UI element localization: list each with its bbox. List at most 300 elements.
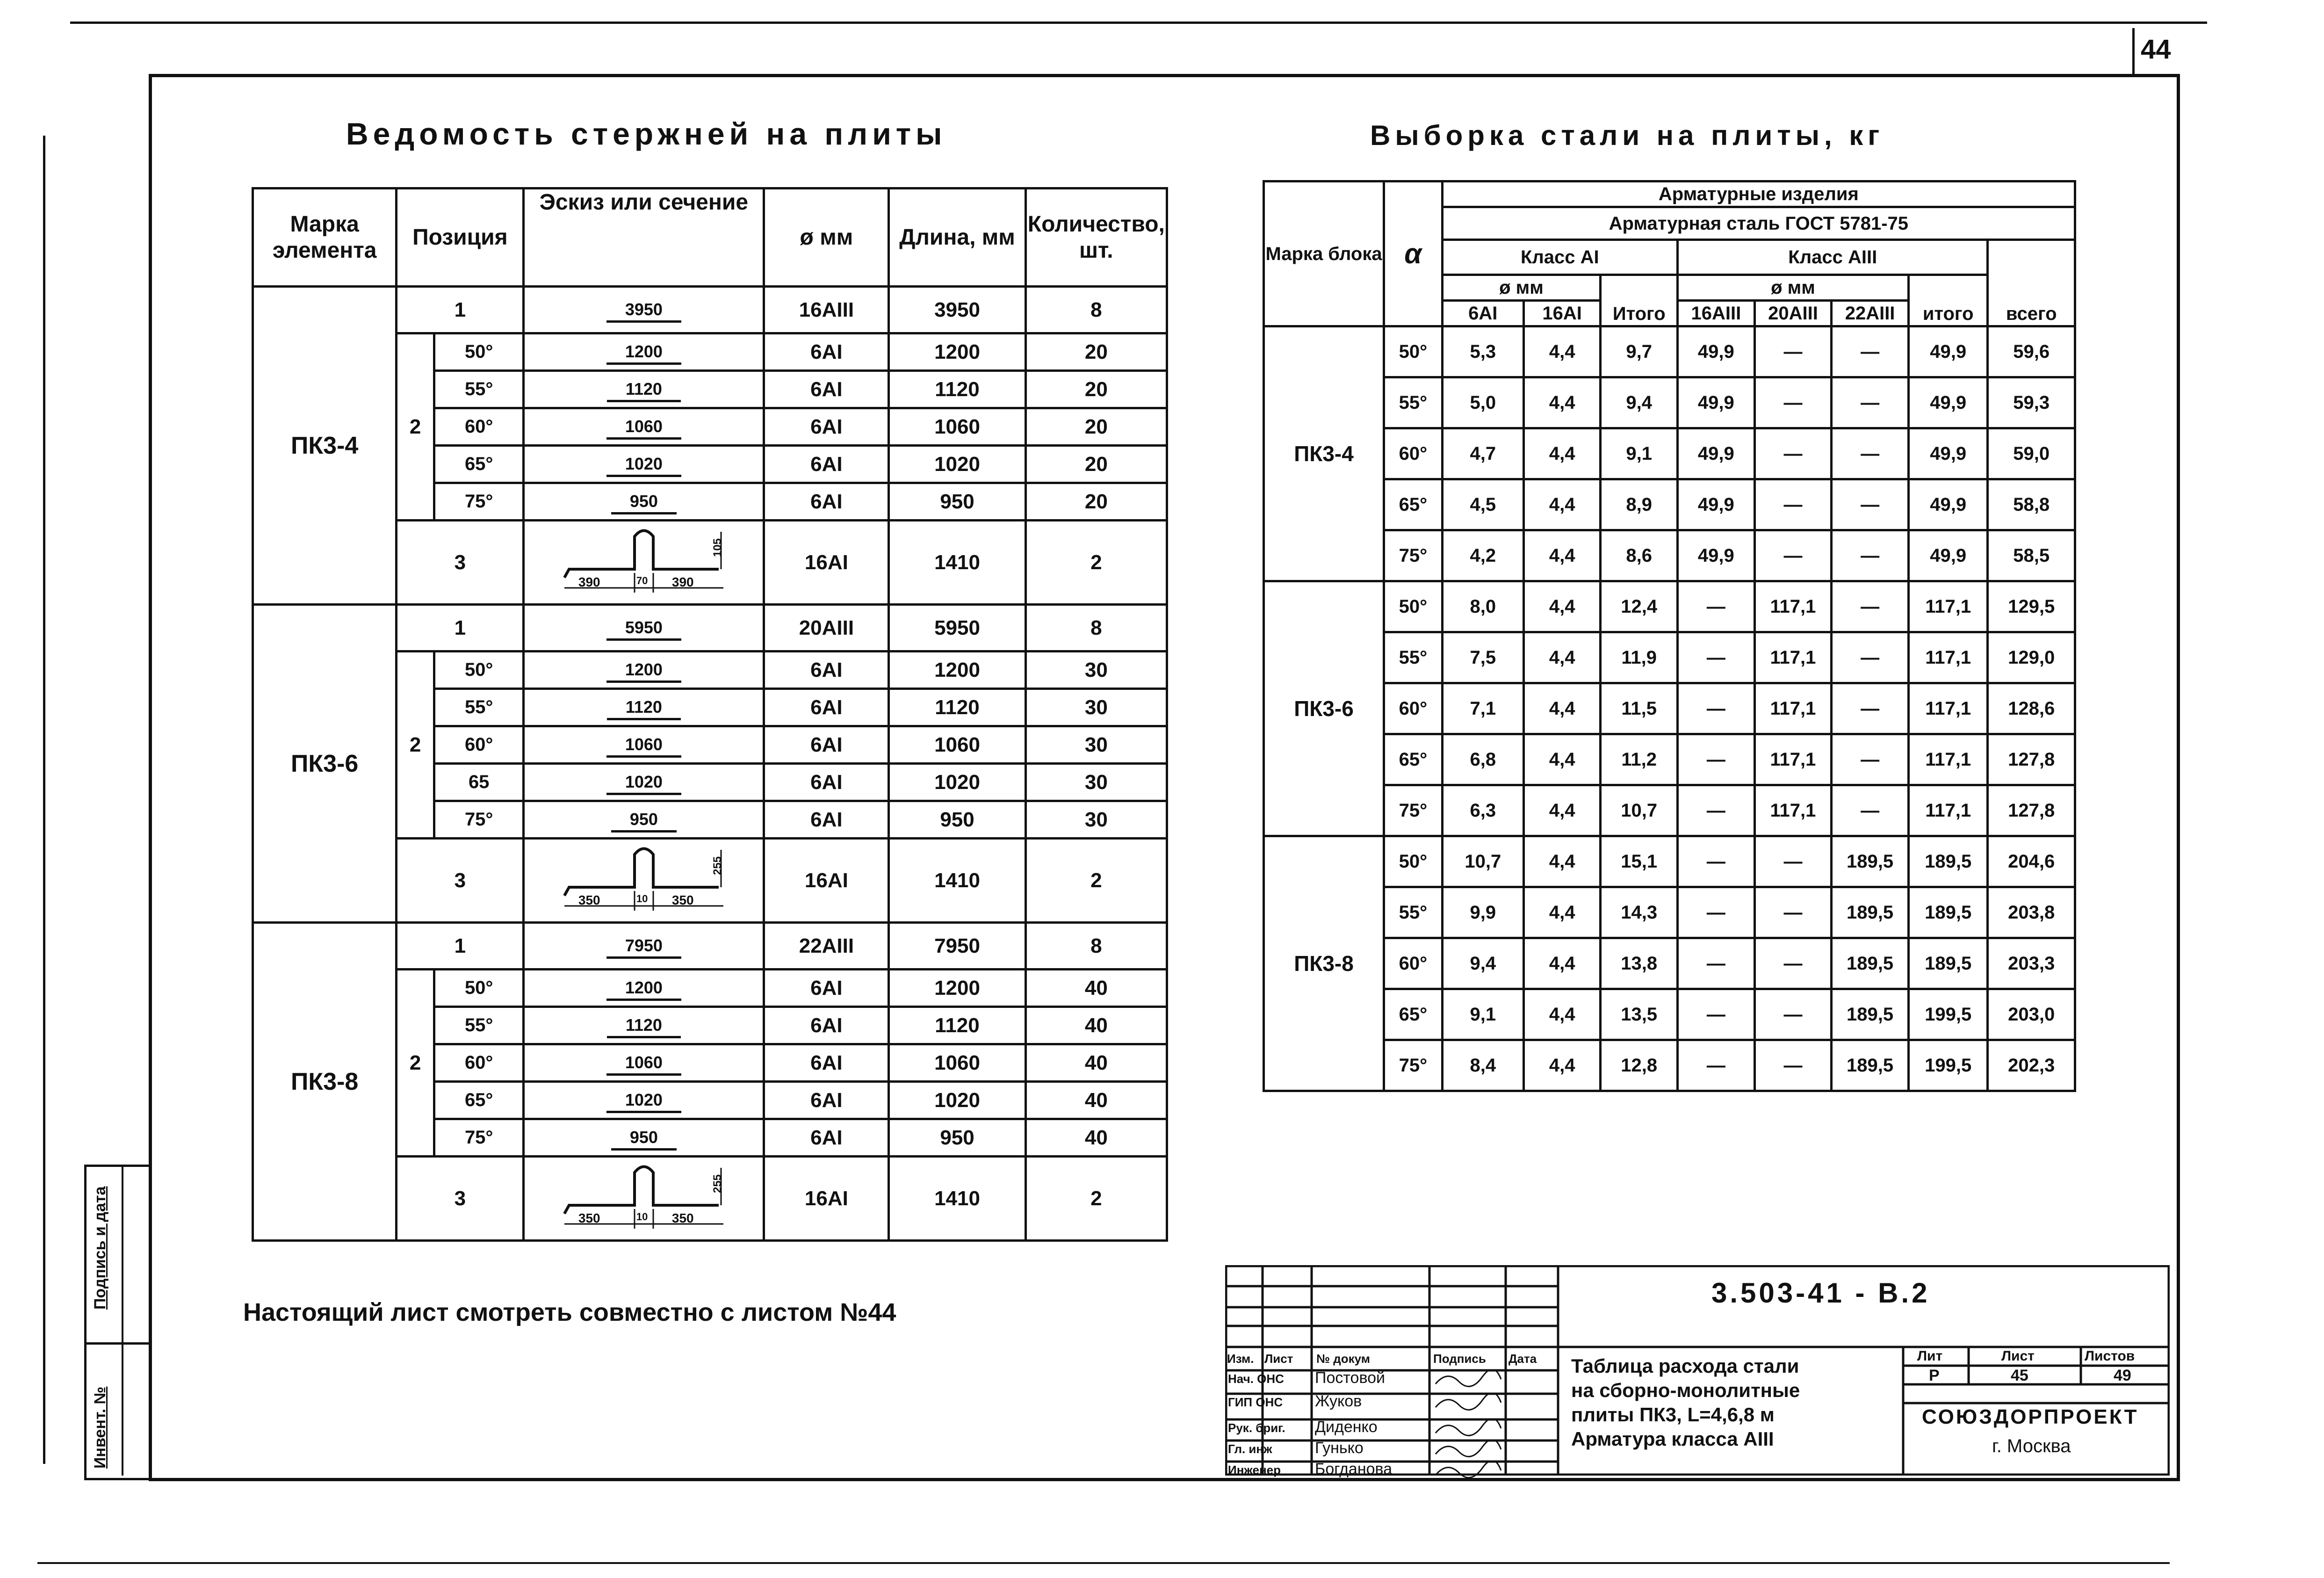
length-cell: 1020 bbox=[889, 446, 1025, 483]
bar-sketch-length: 1020 bbox=[606, 772, 681, 795]
sketch-cell bbox=[524, 726, 764, 764]
header-steel-gost: Арматурная сталь ГОСТ 5781-75 bbox=[1442, 207, 2075, 240]
table-row bbox=[253, 923, 1167, 970]
value-cell: — bbox=[1678, 683, 1755, 734]
col-header-date: Дата bbox=[1508, 1352, 1537, 1366]
sheets-label: Листов bbox=[2085, 1348, 2135, 1364]
list-label: Лист bbox=[2001, 1348, 2035, 1364]
length-cell: 5950 bbox=[889, 605, 1025, 651]
sheet-title-line-3: плиты ПК3, L=4,6,8 м bbox=[1571, 1404, 1775, 1426]
value-cell: 117,1 bbox=[1754, 632, 1832, 683]
count-cell: 30 bbox=[1025, 651, 1167, 689]
signatory-role: Нач. ОНС bbox=[1228, 1372, 1284, 1386]
value-cell: 7,5 bbox=[1442, 632, 1523, 683]
value-cell: 117,1 bbox=[1754, 785, 1832, 836]
value-cell: 12,4 bbox=[1601, 581, 1678, 632]
table-row bbox=[1264, 887, 2075, 938]
count-cell: 20 bbox=[1025, 446, 1167, 483]
bar-sketch-length: 1060 bbox=[606, 417, 681, 440]
header-16a1: 16АI bbox=[1523, 301, 1600, 326]
bent-bar-sketch bbox=[560, 1158, 728, 1233]
diameter-cell: 6АI bbox=[764, 1007, 889, 1044]
block-mark: ПК3-6 bbox=[1264, 581, 1384, 836]
value-cell: 49,9 bbox=[1678, 326, 1755, 377]
length-cell: 1120 bbox=[889, 371, 1025, 408]
count-cell: 40 bbox=[1025, 970, 1167, 1007]
length-cell: 950 bbox=[889, 801, 1025, 839]
header-class-a1: Класс АI bbox=[1442, 240, 1677, 275]
position-number: 2 bbox=[397, 651, 434, 839]
table-row bbox=[1264, 938, 2075, 989]
value-cell: — bbox=[1754, 1040, 1832, 1091]
value-cell: 4,4 bbox=[1523, 1040, 1600, 1091]
diameter-cell: 16АI bbox=[764, 839, 889, 923]
count-cell: 40 bbox=[1025, 1082, 1167, 1119]
table-row bbox=[1264, 581, 2075, 632]
value-cell: 7,1 bbox=[1442, 683, 1523, 734]
header-count: Количество, шт. bbox=[1025, 188, 1167, 287]
value-cell: 202,3 bbox=[1988, 1040, 2075, 1091]
table-row bbox=[1264, 785, 2075, 836]
value-cell: — bbox=[1754, 377, 1832, 428]
value-cell: 204,6 bbox=[1988, 836, 2075, 887]
header-mark: Марка элемента bbox=[253, 188, 397, 287]
signatory-role: ГИП ОНС bbox=[1228, 1395, 1283, 1409]
signature-mark bbox=[1433, 1419, 1503, 1438]
value-cell: 4,4 bbox=[1523, 734, 1600, 785]
sketch-cell bbox=[524, 1157, 764, 1241]
header-sketch: Эскиз или сечение bbox=[524, 188, 764, 287]
angle-cell: 55° bbox=[1384, 632, 1443, 683]
value-cell: 5,0 bbox=[1442, 377, 1523, 428]
angle-cell: 75° bbox=[434, 801, 523, 839]
diameter-cell: 16АI bbox=[764, 1157, 889, 1241]
length-cell: 1410 bbox=[889, 521, 1025, 605]
value-cell: 8,0 bbox=[1442, 581, 1523, 632]
header-alpha: α bbox=[1384, 181, 1443, 326]
diameter-cell: 6АI bbox=[764, 764, 889, 801]
header-products: Арматурные изделия bbox=[1442, 181, 2075, 207]
header-diameter: ø мм bbox=[764, 188, 889, 287]
position-number: 1 bbox=[397, 605, 524, 651]
signatory-role: Инженер bbox=[1228, 1463, 1281, 1477]
angle-cell: 65 bbox=[434, 764, 523, 801]
value-cell: 129,5 bbox=[1988, 581, 2075, 632]
value-cell: 6,3 bbox=[1442, 785, 1523, 836]
angle-cell: 60° bbox=[1384, 428, 1443, 479]
sketch-cell bbox=[524, 521, 764, 605]
sketch-cell bbox=[524, 408, 764, 446]
value-cell: 189,5 bbox=[1832, 836, 1909, 887]
bar-sketch-length: 1200 bbox=[606, 342, 681, 365]
sheet-title bbox=[1571, 1354, 1800, 1451]
value-cell: 199,5 bbox=[1908, 989, 1988, 1040]
value-cell: 189,5 bbox=[1832, 887, 1909, 938]
value-cell: 9,1 bbox=[1442, 989, 1523, 1040]
angle-cell: 65° bbox=[434, 1082, 523, 1119]
angle-cell: 55° bbox=[1384, 887, 1443, 938]
bar-sketch-length: 1120 bbox=[607, 697, 681, 720]
signatory-name: Гунько bbox=[1315, 1439, 1364, 1457]
signatory-name: Богданова bbox=[1315, 1460, 1393, 1478]
diameter-cell: 6АI bbox=[764, 371, 889, 408]
value-cell: 12,8 bbox=[1601, 1040, 1678, 1091]
value-cell: 49,9 bbox=[1678, 428, 1755, 479]
value-cell: 4,7 bbox=[1442, 428, 1523, 479]
header-6a1: 6АI bbox=[1442, 301, 1523, 326]
count-cell: 20 bbox=[1025, 371, 1167, 408]
value-cell: 189,5 bbox=[1908, 938, 1988, 989]
position-number: 1 bbox=[397, 287, 524, 333]
header-total: всего bbox=[1988, 240, 2075, 326]
value-cell: 203,8 bbox=[1988, 887, 2075, 938]
header-length: Длина, мм bbox=[889, 188, 1025, 287]
sketch-cell bbox=[524, 446, 764, 483]
value-cell: 4,4 bbox=[1523, 479, 1600, 530]
length-cell: 950 bbox=[889, 483, 1025, 521]
value-cell: — bbox=[1678, 785, 1755, 836]
header-class-a3: Класс АIII bbox=[1678, 240, 1988, 275]
angle-cell: 60° bbox=[1384, 683, 1443, 734]
header-22a3: 22АIII bbox=[1832, 301, 1909, 326]
sketch-cell bbox=[524, 651, 764, 689]
header-20a3: 20АIII bbox=[1754, 301, 1832, 326]
value-cell: 5,3 bbox=[1442, 326, 1523, 377]
angle-cell: 50° bbox=[1384, 581, 1443, 632]
sketch-cell bbox=[524, 371, 764, 408]
diameter-cell: 6АI bbox=[764, 801, 889, 839]
value-cell: 9,7 bbox=[1601, 326, 1678, 377]
angle-cell: 75° bbox=[434, 483, 523, 521]
bar-sketch-length: 950 bbox=[611, 1128, 677, 1151]
count-cell: 20 bbox=[1025, 333, 1167, 371]
value-cell: 9,4 bbox=[1601, 377, 1678, 428]
value-cell: 4,4 bbox=[1523, 581, 1600, 632]
value-cell: 8,6 bbox=[1601, 530, 1678, 581]
header-dia-a1: ø мм bbox=[1442, 275, 1601, 301]
value-cell: 4,4 bbox=[1523, 836, 1600, 887]
angle-cell: 50° bbox=[1384, 326, 1443, 377]
position-number: 3 bbox=[397, 521, 524, 605]
bar-sketch-length: 950 bbox=[611, 810, 677, 832]
count-cell: 30 bbox=[1025, 764, 1167, 801]
length-cell: 1060 bbox=[889, 1044, 1025, 1082]
title-block bbox=[1225, 1265, 2170, 1476]
sheet-title-line-2: на сборно-монолитные bbox=[1571, 1379, 1800, 1401]
dim-right: 390 bbox=[671, 575, 694, 589]
length-cell: 1120 bbox=[889, 689, 1025, 726]
angle-cell: 50° bbox=[434, 651, 523, 689]
diameter-cell: 6АI bbox=[764, 726, 889, 764]
value-cell: 11,9 bbox=[1601, 632, 1678, 683]
signature-mark bbox=[1433, 1370, 1503, 1389]
dim-height: 255 bbox=[711, 1174, 724, 1194]
value-cell: — bbox=[1754, 938, 1832, 989]
value-cell: 11,2 bbox=[1601, 734, 1678, 785]
inv-no-label: Инвент. № bbox=[91, 1386, 109, 1469]
side-label-divider bbox=[84, 1342, 150, 1345]
signature-mark bbox=[1433, 1461, 1503, 1480]
angle-cell: 75° bbox=[434, 1119, 523, 1157]
value-cell: — bbox=[1678, 887, 1755, 938]
header-itogo-a3: итого bbox=[1908, 275, 1988, 326]
diameter-cell: 6АI bbox=[764, 1082, 889, 1119]
angle-cell: 65° bbox=[1384, 989, 1443, 1040]
value-cell: 10,7 bbox=[1442, 836, 1523, 887]
table-row bbox=[1264, 989, 2075, 1040]
value-cell: 189,5 bbox=[1832, 938, 1909, 989]
length-cell: 1200 bbox=[889, 333, 1025, 371]
value-cell: 49,9 bbox=[1908, 479, 1988, 530]
sketch-cell bbox=[524, 1119, 764, 1157]
count-cell: 8 bbox=[1025, 605, 1167, 651]
length-cell: 1410 bbox=[889, 1157, 1025, 1241]
bar-sketch-length: 1200 bbox=[606, 660, 681, 683]
count-cell: 30 bbox=[1025, 801, 1167, 839]
signature-mark bbox=[1433, 1440, 1503, 1459]
bar-sketch-length: 1200 bbox=[606, 978, 681, 1001]
value-cell: 4,5 bbox=[1442, 479, 1523, 530]
table-row bbox=[1264, 326, 2075, 377]
col-header-signature: Подпись bbox=[1433, 1352, 1486, 1366]
value-cell: 59,0 bbox=[1988, 428, 2075, 479]
length-cell: 1200 bbox=[889, 970, 1025, 1007]
length-cell: 1020 bbox=[889, 1082, 1025, 1119]
table-row bbox=[1264, 428, 2075, 479]
position-number: 3 bbox=[397, 839, 524, 923]
bar-sketch-length: 1020 bbox=[606, 1090, 681, 1113]
lit-value: Р bbox=[1929, 1367, 1940, 1384]
angle-cell: 50° bbox=[434, 333, 523, 371]
signature-date-label: Подпись и дата bbox=[91, 1186, 109, 1310]
length-cell: 1120 bbox=[889, 1007, 1025, 1044]
angle-cell: 55° bbox=[434, 371, 523, 408]
table-row bbox=[1264, 1040, 2075, 1091]
value-cell: 8,9 bbox=[1601, 479, 1678, 530]
count-cell: 20 bbox=[1025, 408, 1167, 446]
value-cell: — bbox=[1678, 1040, 1755, 1091]
table-row bbox=[253, 605, 1167, 651]
value-cell: 189,5 bbox=[1908, 836, 1988, 887]
bar-sketch-length: 1060 bbox=[606, 735, 681, 758]
dim-right: 350 bbox=[671, 1211, 694, 1225]
value-cell: 4,4 bbox=[1523, 938, 1600, 989]
angle-cell: 60° bbox=[434, 1044, 523, 1082]
sketch-cell bbox=[524, 333, 764, 371]
frame-top-line bbox=[70, 22, 2207, 24]
dim-mid: 70 bbox=[636, 575, 648, 586]
angle-cell: 60° bbox=[1384, 938, 1443, 989]
sketch-cell bbox=[524, 483, 764, 521]
angle-cell: 75° bbox=[1384, 530, 1443, 581]
bar-sketch-length: 3950 bbox=[606, 300, 681, 323]
value-cell: 49,9 bbox=[1678, 530, 1755, 581]
value-cell: 189,5 bbox=[1832, 989, 1909, 1040]
diameter-cell: 22АIII bbox=[764, 923, 889, 970]
sketch-cell bbox=[524, 287, 764, 333]
sketch-cell bbox=[524, 923, 764, 970]
count-cell: 2 bbox=[1025, 1157, 1167, 1241]
bottom-rule bbox=[37, 1562, 2170, 1564]
diameter-cell: 6АI bbox=[764, 446, 889, 483]
count-cell: 2 bbox=[1025, 839, 1167, 923]
count-cell: 8 bbox=[1025, 923, 1167, 970]
sheets-value: 49 bbox=[2114, 1367, 2131, 1384]
header-16a3: 16АIII bbox=[1678, 301, 1755, 326]
element-mark: ПК3-6 bbox=[253, 605, 397, 923]
header-block-mark: Марка блока bbox=[1264, 181, 1384, 326]
angle-cell: 55° bbox=[434, 689, 523, 726]
value-cell: 117,1 bbox=[1908, 581, 1988, 632]
value-cell: 58,5 bbox=[1988, 530, 2075, 581]
angle-cell: 50° bbox=[1384, 836, 1443, 887]
dim-left: 390 bbox=[578, 575, 600, 589]
dim-left: 350 bbox=[578, 1211, 600, 1225]
signature-mark bbox=[1433, 1393, 1503, 1412]
value-cell: 15,1 bbox=[1601, 836, 1678, 887]
diameter-cell: 6АI bbox=[764, 970, 889, 1007]
value-cell: 4,4 bbox=[1523, 428, 1600, 479]
dim-mid: 10 bbox=[636, 893, 648, 905]
sketch-cell bbox=[524, 605, 764, 651]
value-cell: 203,3 bbox=[1988, 938, 2075, 989]
diameter-cell: 6АI bbox=[764, 408, 889, 446]
count-cell: 20 bbox=[1025, 483, 1167, 521]
bar-sketch-length: 950 bbox=[611, 492, 677, 514]
value-cell: — bbox=[1678, 581, 1755, 632]
diameter-cell: 20АIII bbox=[764, 605, 889, 651]
count-cell: 30 bbox=[1025, 726, 1167, 764]
diameter-cell: 6АI bbox=[764, 1119, 889, 1157]
value-cell: 13,8 bbox=[1601, 938, 1678, 989]
col-header-izm: Изм. bbox=[1227, 1352, 1254, 1366]
binding-rule bbox=[43, 136, 45, 1464]
value-cell: 6,8 bbox=[1442, 734, 1523, 785]
value-cell: 117,1 bbox=[1908, 632, 1988, 683]
value-cell: 4,4 bbox=[1523, 785, 1600, 836]
value-cell: 49,9 bbox=[1678, 377, 1755, 428]
side-label-inner-line bbox=[122, 1165, 123, 1476]
table-row bbox=[1264, 836, 2075, 887]
length-cell: 1410 bbox=[889, 839, 1025, 923]
value-cell: 4,2 bbox=[1442, 530, 1523, 581]
diameter-cell: 16АI bbox=[764, 521, 889, 605]
value-cell: — bbox=[1754, 479, 1832, 530]
table-row bbox=[1264, 479, 2075, 530]
value-cell: 49,9 bbox=[1678, 479, 1755, 530]
col-header-list: Лист bbox=[1264, 1352, 1293, 1366]
element-mark: ПК3-8 bbox=[253, 923, 397, 1241]
length-cell: 7950 bbox=[889, 923, 1025, 970]
value-cell: — bbox=[1832, 632, 1909, 683]
signatory-role: Рук. бриг. bbox=[1228, 1421, 1285, 1435]
value-cell: 4,4 bbox=[1523, 530, 1600, 581]
sheet-number: 44 bbox=[2141, 34, 2171, 65]
value-cell: — bbox=[1678, 836, 1755, 887]
value-cell: 189,5 bbox=[1832, 1040, 1909, 1091]
value-cell: 59,6 bbox=[1988, 326, 2075, 377]
value-cell: 127,8 bbox=[1988, 734, 2075, 785]
diameter-cell: 6АI bbox=[764, 1044, 889, 1082]
dim-height: 105 bbox=[711, 538, 724, 557]
sketch-cell bbox=[524, 839, 764, 923]
count-cell: 8 bbox=[1025, 287, 1167, 333]
angle-cell: 50° bbox=[434, 970, 523, 1007]
value-cell: 4,4 bbox=[1523, 989, 1600, 1040]
count-cell: 2 bbox=[1025, 521, 1167, 605]
sketch-cell bbox=[524, 970, 764, 1007]
city: г. Москва bbox=[1992, 1436, 2071, 1456]
value-cell: 4,4 bbox=[1523, 377, 1600, 428]
length-cell: 1060 bbox=[889, 726, 1025, 764]
count-cell: 40 bbox=[1025, 1007, 1167, 1044]
block-mark: ПК3-8 bbox=[1264, 836, 1384, 1091]
dim-left: 350 bbox=[578, 893, 600, 907]
col-header-doc: № докум bbox=[1316, 1352, 1370, 1366]
value-cell: 49,9 bbox=[1908, 326, 1988, 377]
value-cell: — bbox=[1678, 734, 1755, 785]
angle-cell: 75° bbox=[1384, 785, 1443, 836]
value-cell: 203,0 bbox=[1988, 989, 2075, 1040]
value-cell: — bbox=[1832, 581, 1909, 632]
table-row bbox=[1264, 377, 2075, 428]
value-cell: 9,9 bbox=[1442, 887, 1523, 938]
signatory-name: Жуков bbox=[1315, 1392, 1362, 1410]
value-cell: — bbox=[1678, 632, 1755, 683]
diameter-cell: 6АI bbox=[764, 333, 889, 371]
length-cell: 3950 bbox=[889, 287, 1025, 333]
position-number: 3 bbox=[397, 1157, 524, 1241]
sketch-cell bbox=[524, 689, 764, 726]
sketch-cell bbox=[524, 801, 764, 839]
header-position: Позиция bbox=[397, 188, 524, 287]
length-cell: 1060 bbox=[889, 408, 1025, 446]
value-cell: — bbox=[1678, 938, 1755, 989]
value-cell: 11,5 bbox=[1601, 683, 1678, 734]
value-cell: 9,1 bbox=[1601, 428, 1678, 479]
value-cell: 49,9 bbox=[1908, 377, 1988, 428]
position-number: 2 bbox=[397, 970, 434, 1157]
value-cell: — bbox=[1832, 377, 1909, 428]
table-row bbox=[1264, 734, 2075, 785]
value-cell: — bbox=[1832, 326, 1909, 377]
value-cell: 13,5 bbox=[1601, 989, 1678, 1040]
value-cell: — bbox=[1754, 326, 1832, 377]
value-cell: 4,4 bbox=[1523, 632, 1600, 683]
value-cell: 189,5 bbox=[1908, 887, 1988, 938]
angle-cell: 65° bbox=[434, 446, 523, 483]
value-cell: — bbox=[1832, 530, 1909, 581]
table-row bbox=[1264, 530, 2075, 581]
value-cell: — bbox=[1754, 989, 1832, 1040]
value-cell: — bbox=[1754, 428, 1832, 479]
diameter-cell: 6АI bbox=[764, 651, 889, 689]
dim-height: 255 bbox=[711, 856, 724, 876]
value-cell: 117,1 bbox=[1908, 785, 1988, 836]
angle-cell: 60° bbox=[434, 726, 523, 764]
value-cell: 59,3 bbox=[1988, 377, 2075, 428]
value-cell: — bbox=[1832, 479, 1909, 530]
value-cell: 117,1 bbox=[1908, 683, 1988, 734]
element-mark: ПК3-4 bbox=[253, 287, 397, 605]
bent-bar-sketch bbox=[560, 522, 728, 597]
angle-cell: 65° bbox=[1384, 479, 1443, 530]
dim-mid: 10 bbox=[636, 1211, 648, 1223]
sketch-cell bbox=[524, 1044, 764, 1082]
sheet-title-line-1: Таблица расхода стали bbox=[1571, 1355, 1799, 1377]
value-cell: 49,9 bbox=[1908, 530, 1988, 581]
count-cell: 40 bbox=[1025, 1119, 1167, 1157]
